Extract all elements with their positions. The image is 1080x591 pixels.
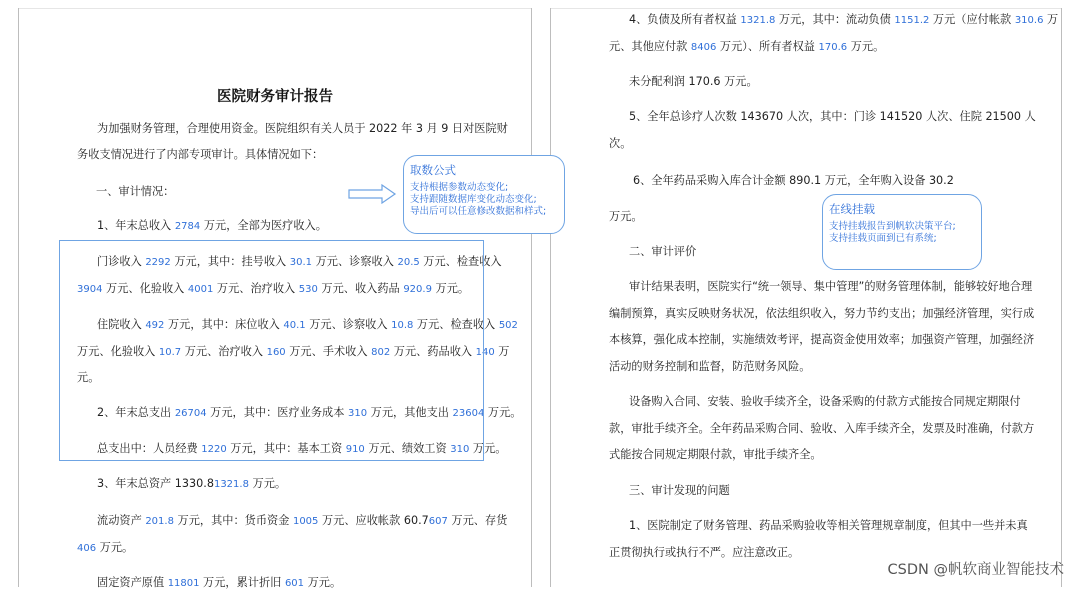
annotation-mount xyxy=(822,194,982,270)
expense-breakdown: 总支出中：人员经费 1220 万元，其中：基本工资 910 万元、绩效工资 310 万元。 xyxy=(97,442,507,455)
item-total-expense: 2、年末总支出 26704 万元，其中：医疗业务成本 310 万元，其他支出 23604 万元。 xyxy=(97,406,522,419)
purchase-line-1: 设备购入合同、安装、验收手续齐全，设备采购的付款方式能按合同规定期限付 xyxy=(629,395,1021,408)
evaluation-line-3: 本核算，强化成本控制，实施绩效考评，提高资金使用效率；加强资产管理，加强经济 xyxy=(609,333,1035,346)
inpatient-line-1: 住院收入 492 万元，其中：床位收入 40.1 万元、诊察收入 10.8 万元、检查收入 502 xyxy=(97,318,518,331)
evaluation-line-4: 活动的财务控制和监督，防范财务风险。 xyxy=(609,360,811,373)
watermark: CSDN @帆软商业智能技术 xyxy=(887,562,1064,578)
intro-line-1: 为加强财务管理，合理使用资金。医院组织有关人员于 2022 年 3 月 9 日对医院财 xyxy=(97,122,508,135)
liabilities-line-1: 4、负债及所有者权益 1321.8 万元，其中：流动负债 1151.2 万元（应付帐款 310.6 万 xyxy=(629,13,1059,26)
procurement-line-2: 万元。 xyxy=(609,210,643,223)
item-total-revenue: 1、年末总收入 2784 万元，全部为医疗收入。 xyxy=(97,219,327,232)
highlight-frame-revenue-expense xyxy=(59,240,484,461)
annotation-mount-item: 支持挂载报告到帆软决策平台; xyxy=(829,221,956,232)
current-assets-line-2: 406 万元。 xyxy=(77,541,134,554)
evaluation-line-1: 审计结果表明，医院实行“统一领导、集中管理”的财务管理体制，能够较好地合理 xyxy=(629,280,1033,293)
outpatient-line-2: 3904 万元、化验收入 4001 万元、治疗收入 530 万元、收入药品 920.9 万元。 xyxy=(77,282,470,295)
outpatient-line-1: 门诊收入 2292 万元，其中：挂号收入 30.1 万元、诊察收入 20.5 万元、检查收入 xyxy=(97,255,502,268)
page-top-edge xyxy=(19,8,531,9)
undistributed-profit: 未分配利润 170.6 万元。 xyxy=(629,75,758,88)
purchase-line-3: 式能按合同规定期限付款，审批手续齐全。 xyxy=(609,448,822,461)
evaluation-line-2: 编制预算，真实反映财务状况，依法组织收入，努力节约支出；加强经济管理，实行成 xyxy=(609,307,1035,320)
annotation-mount-item: 支持挂载页面到已有系统; xyxy=(829,233,937,244)
liabilities-line-2: 元、其他应付款 8406 万元）、所有者权益 170.6 万元。 xyxy=(609,40,885,53)
procurement-line-1: 6、全年药品采购入库合计金额 890.1 万元，全年购入设备 30.2 xyxy=(633,174,954,187)
section-heading-audit-situation: 一、审计情况： xyxy=(96,185,175,198)
visits-line-2: 次。 xyxy=(609,137,632,150)
section-heading-problems: 三、审计发现的问题 xyxy=(629,484,730,497)
annotation-mount-title: 在线挂载 xyxy=(829,202,875,216)
item-total-assets: 3、年末总资产 1330.81321.8 万元。 xyxy=(97,477,287,490)
intro-line-2: 务收支情况进行了内部专项审计。具体情况如下： xyxy=(77,148,324,161)
document-page-left xyxy=(18,8,532,587)
fixed-assets-line: 固定资产原值 11801 万元，累计折旧 601 万元。 xyxy=(97,576,342,589)
problem-line-1: 1、医院制定了财务管理、药品采购验收等相关管理规章制度，但其中一些并未真 xyxy=(629,519,1028,532)
page-top-edge xyxy=(551,8,1061,9)
annotation-formula xyxy=(403,155,565,234)
report-title: 医院财务审计报告 xyxy=(217,89,333,105)
purchase-line-2: 款，审批手续齐全。全年药品采购合同、验收、入库手续齐全，发票及时准确，付款方 xyxy=(609,422,1035,435)
annotation-formula-item: 支持跟随数据库变化动态变化; xyxy=(410,194,537,205)
inpatient-line-3: 元。 xyxy=(77,371,100,384)
section-heading-evaluation: 二、审计评价 xyxy=(629,245,697,258)
problem-line-2: 正贯彻执行或执行不严。应注意改正。 xyxy=(609,546,800,559)
annotation-formula-item: 导出后可以任意修改数据和样式; xyxy=(410,206,547,217)
arrow-right-icon xyxy=(348,184,398,204)
annotation-formula-title: 取数公式 xyxy=(410,163,456,177)
inpatient-line-2: 万元、化验收入 10.7 万元、治疗收入 160 万元、手术收入 802 万元、药品收入 140 万 xyxy=(77,345,510,358)
document-page-right xyxy=(550,8,1062,587)
visits-line-1: 5、全年总诊疗人次数 143670 人次，其中：门诊 141520 人次、住院 21500 人 xyxy=(629,110,1036,123)
current-assets-line-1: 流动资产 201.8 万元，其中：货币资金 1005 万元、应收帐款 60.7607 万元、存货 xyxy=(97,514,508,527)
annotation-formula-item: 支持根据参数动态变化; xyxy=(410,182,509,193)
